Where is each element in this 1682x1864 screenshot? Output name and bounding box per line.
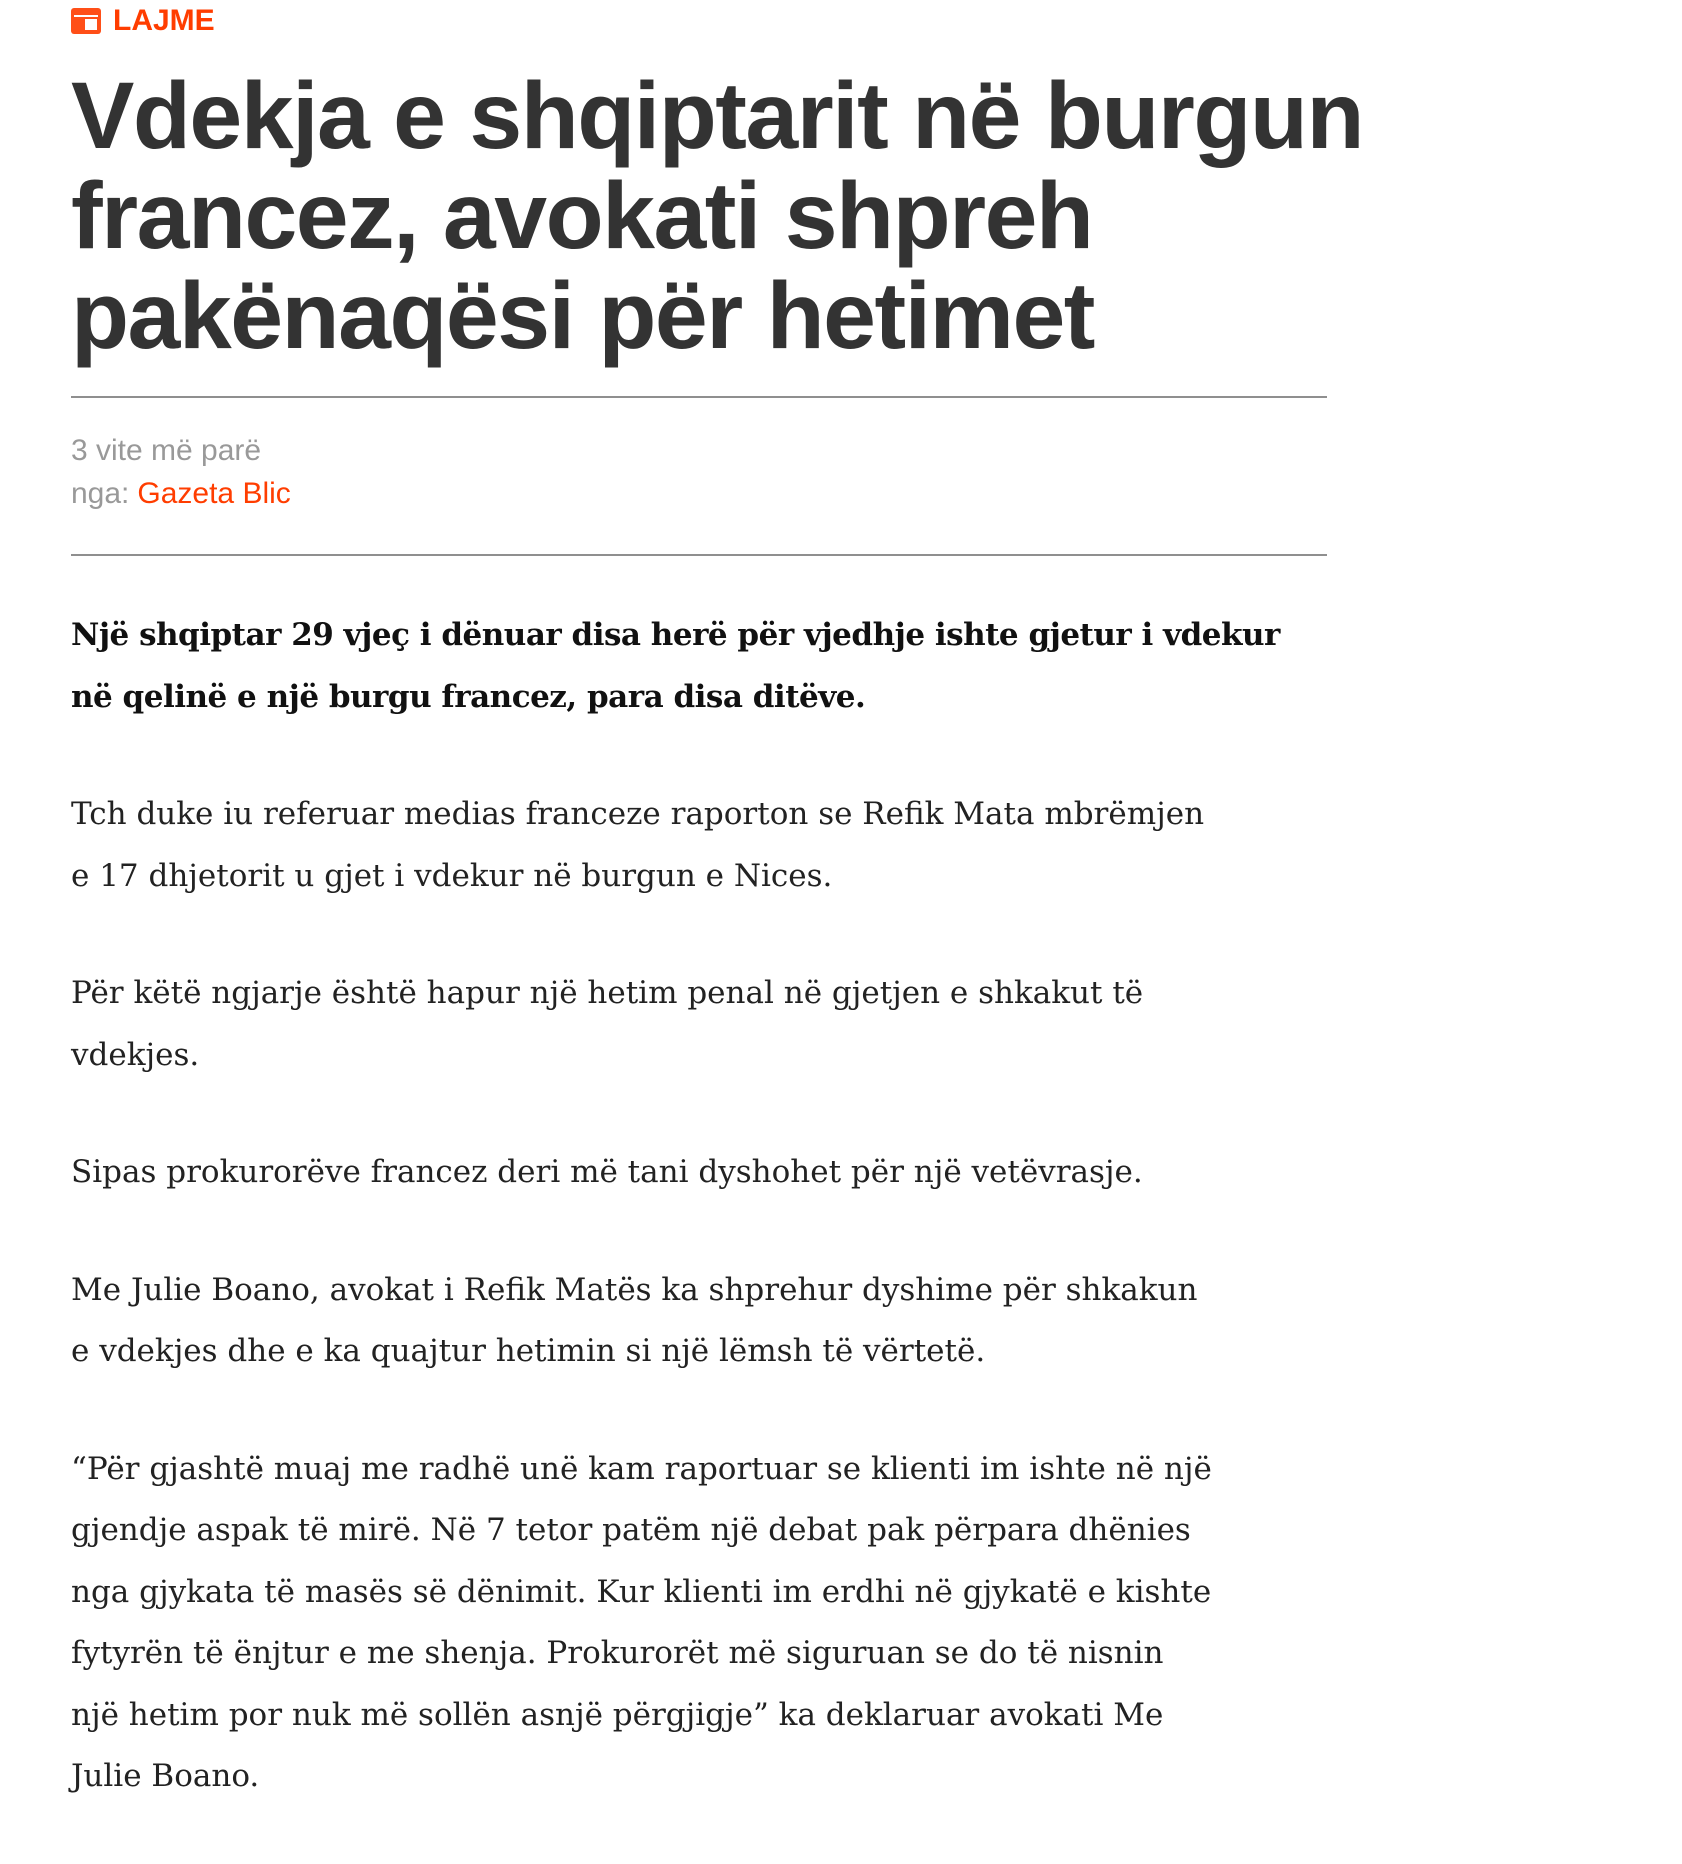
text-line: nga gjykata të masës së dënimit. Kur klienti im erdhi në gjykatë e kishte — [71, 1573, 1212, 1610]
source-link[interactable]: Gazeta Blic — [137, 477, 291, 510]
category-tag[interactable] — [71, 4, 215, 38]
byline — [71, 477, 291, 511]
text-line: vdekjes. — [71, 1036, 200, 1073]
lead-paragraph — [71, 605, 1371, 728]
category-label[interactable]: LAJME — [113, 4, 215, 37]
divider — [71, 554, 1327, 556]
text-line: e vdekjes dhe e ka quajtur hetimin si një lëmsh të vërtetë. — [71, 1333, 986, 1369]
title-line: francez, avokati shpreh — [71, 163, 1093, 269]
newspaper-icon — [71, 8, 101, 34]
divider — [71, 396, 1327, 398]
text-line: Tch duke iu referuar medias franceze raporton se Refik Mata mbrëmjen — [71, 796, 1205, 832]
text-line: Për këtë ngjarje është hapur një hetim penal në gjetjen e shkakut të — [71, 975, 1144, 1011]
article-paragraph — [71, 1260, 1371, 1383]
text-line: Me Julie Boano, avokat i Refik Matës ka shprehur dyshime për shkakun — [71, 1271, 1198, 1308]
text-line: një hetim por nuk më sollën asnjë përgjigje” ka deklaruar avokati Me — [71, 1696, 1164, 1733]
article-paragraph — [71, 784, 1371, 907]
text-line: në qelinë e një burgu francez, para disa ditëve. — [71, 678, 866, 715]
text-line: Sipas prokurorëve francez deri më tani dyshohet për një vetëvrasje. — [71, 1154, 1143, 1190]
text-line: e 17 dhjetorit u gjet i vdekur në burgun e Nices. — [71, 857, 833, 894]
text-line: Julie Boano. — [71, 1758, 260, 1794]
article-body — [71, 605, 1371, 1864]
text-line: fytyrën të ënjtur e me shenja. Prokurorët më siguruan se do të nisnin — [71, 1635, 1164, 1671]
text-line: Një shqiptar 29 vjeç i dënuar disa herë për vjedhje ishte gjetur i vdekur — [71, 617, 1280, 653]
text-line: “Për gjashtë muaj me radhë unë kam raportuar se klienti im ishte në një — [71, 1450, 1212, 1487]
article-paragraph — [71, 1142, 1371, 1204]
byline-prefix: nga: — [71, 477, 130, 510]
title-line: Vdekja e shqiptarit në burgun — [71, 63, 1363, 169]
text-line: gjendje aspak të mirë. Në 7 tetor patëm një debat pak përpara dhënies — [71, 1512, 1191, 1548]
article-paragraph — [71, 963, 1371, 1086]
publish-time: 3 vite më parë — [71, 434, 262, 467]
article-paragraph — [71, 1439, 1371, 1808]
article-title — [71, 63, 1363, 369]
title-line: pakënaqësi për hetimet — [71, 263, 1094, 369]
